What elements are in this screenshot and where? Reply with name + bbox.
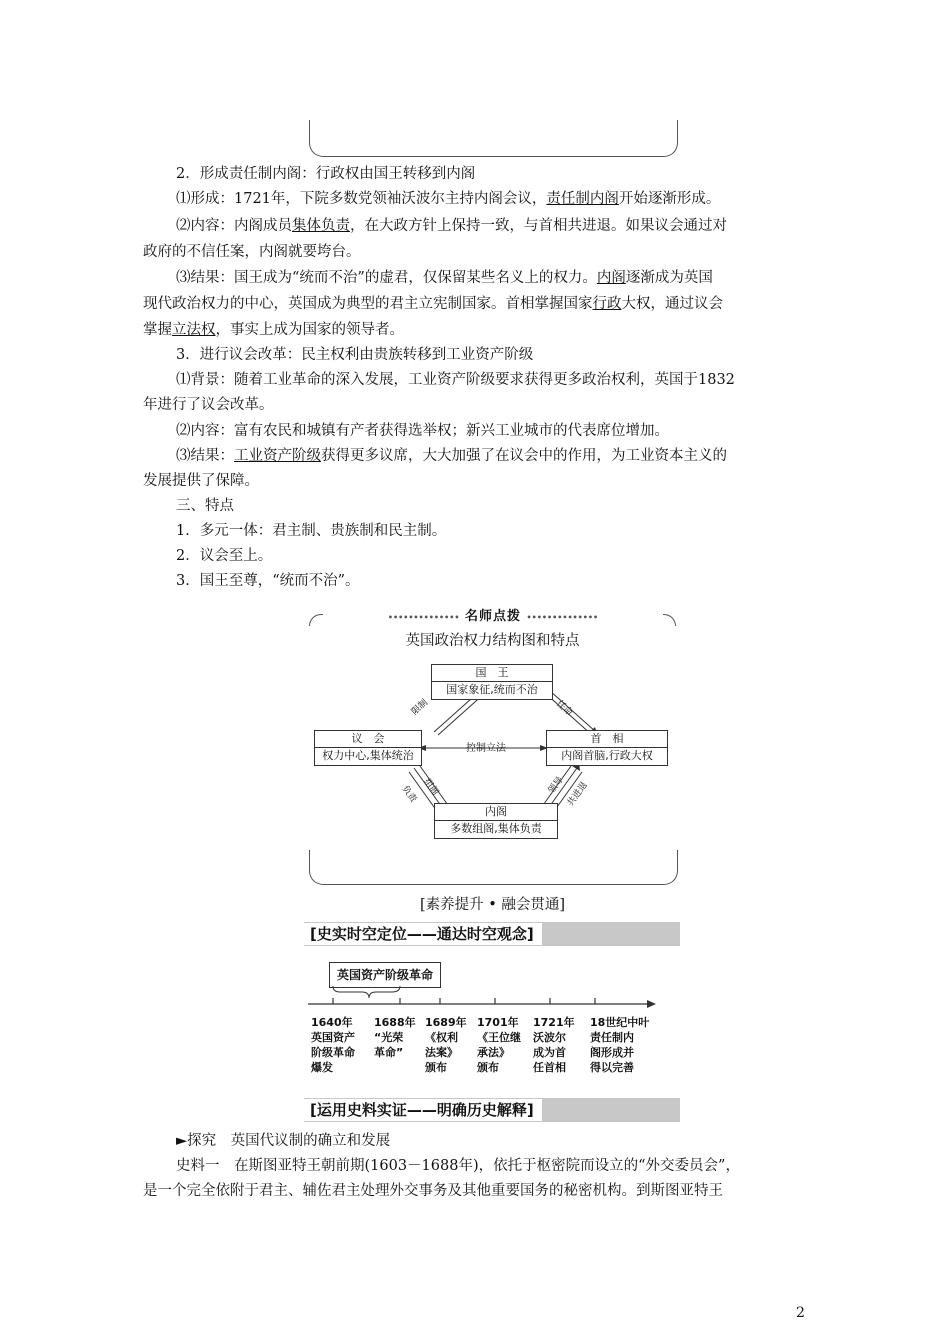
sub-heading: [素养提升 • 融会贯通] (419, 897, 566, 913)
section2-p1: ⑴形成：1721年，下院多数党领袖沃波尔主持内阁会议，责任制内阁开始逐渐形成。 (176, 191, 721, 207)
timeline-event-1640: 1640年 英国资产 阶级革命 爆发 (311, 1016, 355, 1074)
section2-title: 2．形成责任制内阁：行政权由国王转移到内阁 (176, 166, 476, 182)
top-box-frame (309, 120, 678, 157)
features-title: 三、特点 (176, 498, 234, 514)
node-pm: 首 相 内阁首脑,行政大权 (546, 730, 668, 766)
section2-p2: ⑵内容：内阁成员集体负责，在大政方针上保持一致，与首相共进退。如果议会通过对 (176, 218, 727, 234)
timeline-event-18c: 18世纪中叶 责任制内 阁形成并 得以完善 (590, 1016, 650, 1074)
section2-p3: ⑶结果：国王成为“统而不治”的虚君，仅保留某些名义上的权力。内阁逐渐成为英国 (176, 270, 713, 286)
section3-p1-cont: 年进行了议会改革。 (143, 397, 274, 413)
explore-title: ►探究 英国代议制的确立和发展 (176, 1133, 391, 1149)
edge-label-control: 控制立法 (466, 743, 506, 754)
section2-p3-cont2: 掌握立法权，事实上成为国家的领导者。 (143, 322, 404, 338)
edge-label-lead: 领导 (546, 775, 566, 796)
edge-label-form: 组阁 (421, 777, 441, 798)
feature-item: 1．多元一体：君主制、贵族制和民主制。 (176, 523, 447, 539)
edge-label-advance: 共进退 (565, 780, 590, 809)
section2-p3-cont: 现代政治权力的中心，英国成为典型的君主立宪制国家。首相掌握国家行政大权，通过议会 (143, 296, 723, 312)
banner-timeline: [史实时空定位——通达时空观念] (304, 922, 680, 946)
section3-title: 3．进行议会改革：民主权利由贵族转移到工业资产阶级 (176, 347, 534, 363)
feature-item: 3．国王至尊，“统而不治”。 (176, 573, 360, 589)
edge-label-limit: 限制 (409, 697, 431, 718)
tip-label: 名师点拨 (464, 609, 521, 624)
tip-title: 英国政治权力结构图和特点 (405, 633, 580, 649)
node-parliament: 议 会 权力中心,集体统治 (314, 730, 422, 766)
page-number: 2 (796, 1305, 805, 1321)
tip-frame-top: •••••••••••••• 名师点拨 •••••••••••••• (309, 608, 676, 628)
section3-p1: ⑴背景：随着工业革命的深入发展，工业资产阶级要求获得更多政治权利，英国于1832 (176, 372, 735, 388)
timeline-event-1688: 1688年 “光荣 革命” (374, 1016, 416, 1059)
node-cabinet: 内阁 多数组阁,集体负责 (434, 803, 558, 839)
timeline-group-label: 英国资产阶级革命 (336, 968, 433, 982)
feature-item: 2．议会至上。 (176, 548, 273, 564)
banner-evidence: [运用史料实证——明确历史解释] (304, 1098, 680, 1122)
source-1-line2: 是一个完全依附于君主、辅佐君主处理外交事务及其他重要国务的秘密机构。到斯图亚特王 (143, 1183, 723, 1199)
edge-label-appoint: 任命 (553, 698, 575, 719)
section3-p3: ⑶结果：工业资产阶级获得更多议席，大大加强了在议会中的作用，为工业资本主义的 (176, 448, 727, 464)
section3-p3-cont: 发展提供了保障。 (143, 473, 259, 489)
timeline-axis (300, 984, 665, 1014)
timeline-event-1701: 1701年 《王位继 承法》 颁布 (477, 1016, 521, 1074)
section3-p2: ⑵内容：富有农民和城镇有产者获得选举权；新兴工业城市的代表席位增加。 (176, 423, 669, 439)
source-1-line1: 史料一 在斯图亚特王朝前期(1603－1688年)，依托于枢密院而设立的“外交委员会”， (176, 1158, 740, 1174)
timeline-event-1721: 1721年 沃波尔 成为首 任首相 (533, 1016, 575, 1074)
node-king: 国 王 国家象征,统而不治 (431, 664, 553, 700)
edge-label-responsible: 负责 (399, 784, 419, 805)
tip-frame-bottom (309, 850, 678, 885)
timeline-event-1689: 1689年 《权利 法案》 颁布 (425, 1016, 467, 1074)
section2-p2-cont: 政府的不信任案，内阁就要垮台。 (143, 244, 361, 260)
